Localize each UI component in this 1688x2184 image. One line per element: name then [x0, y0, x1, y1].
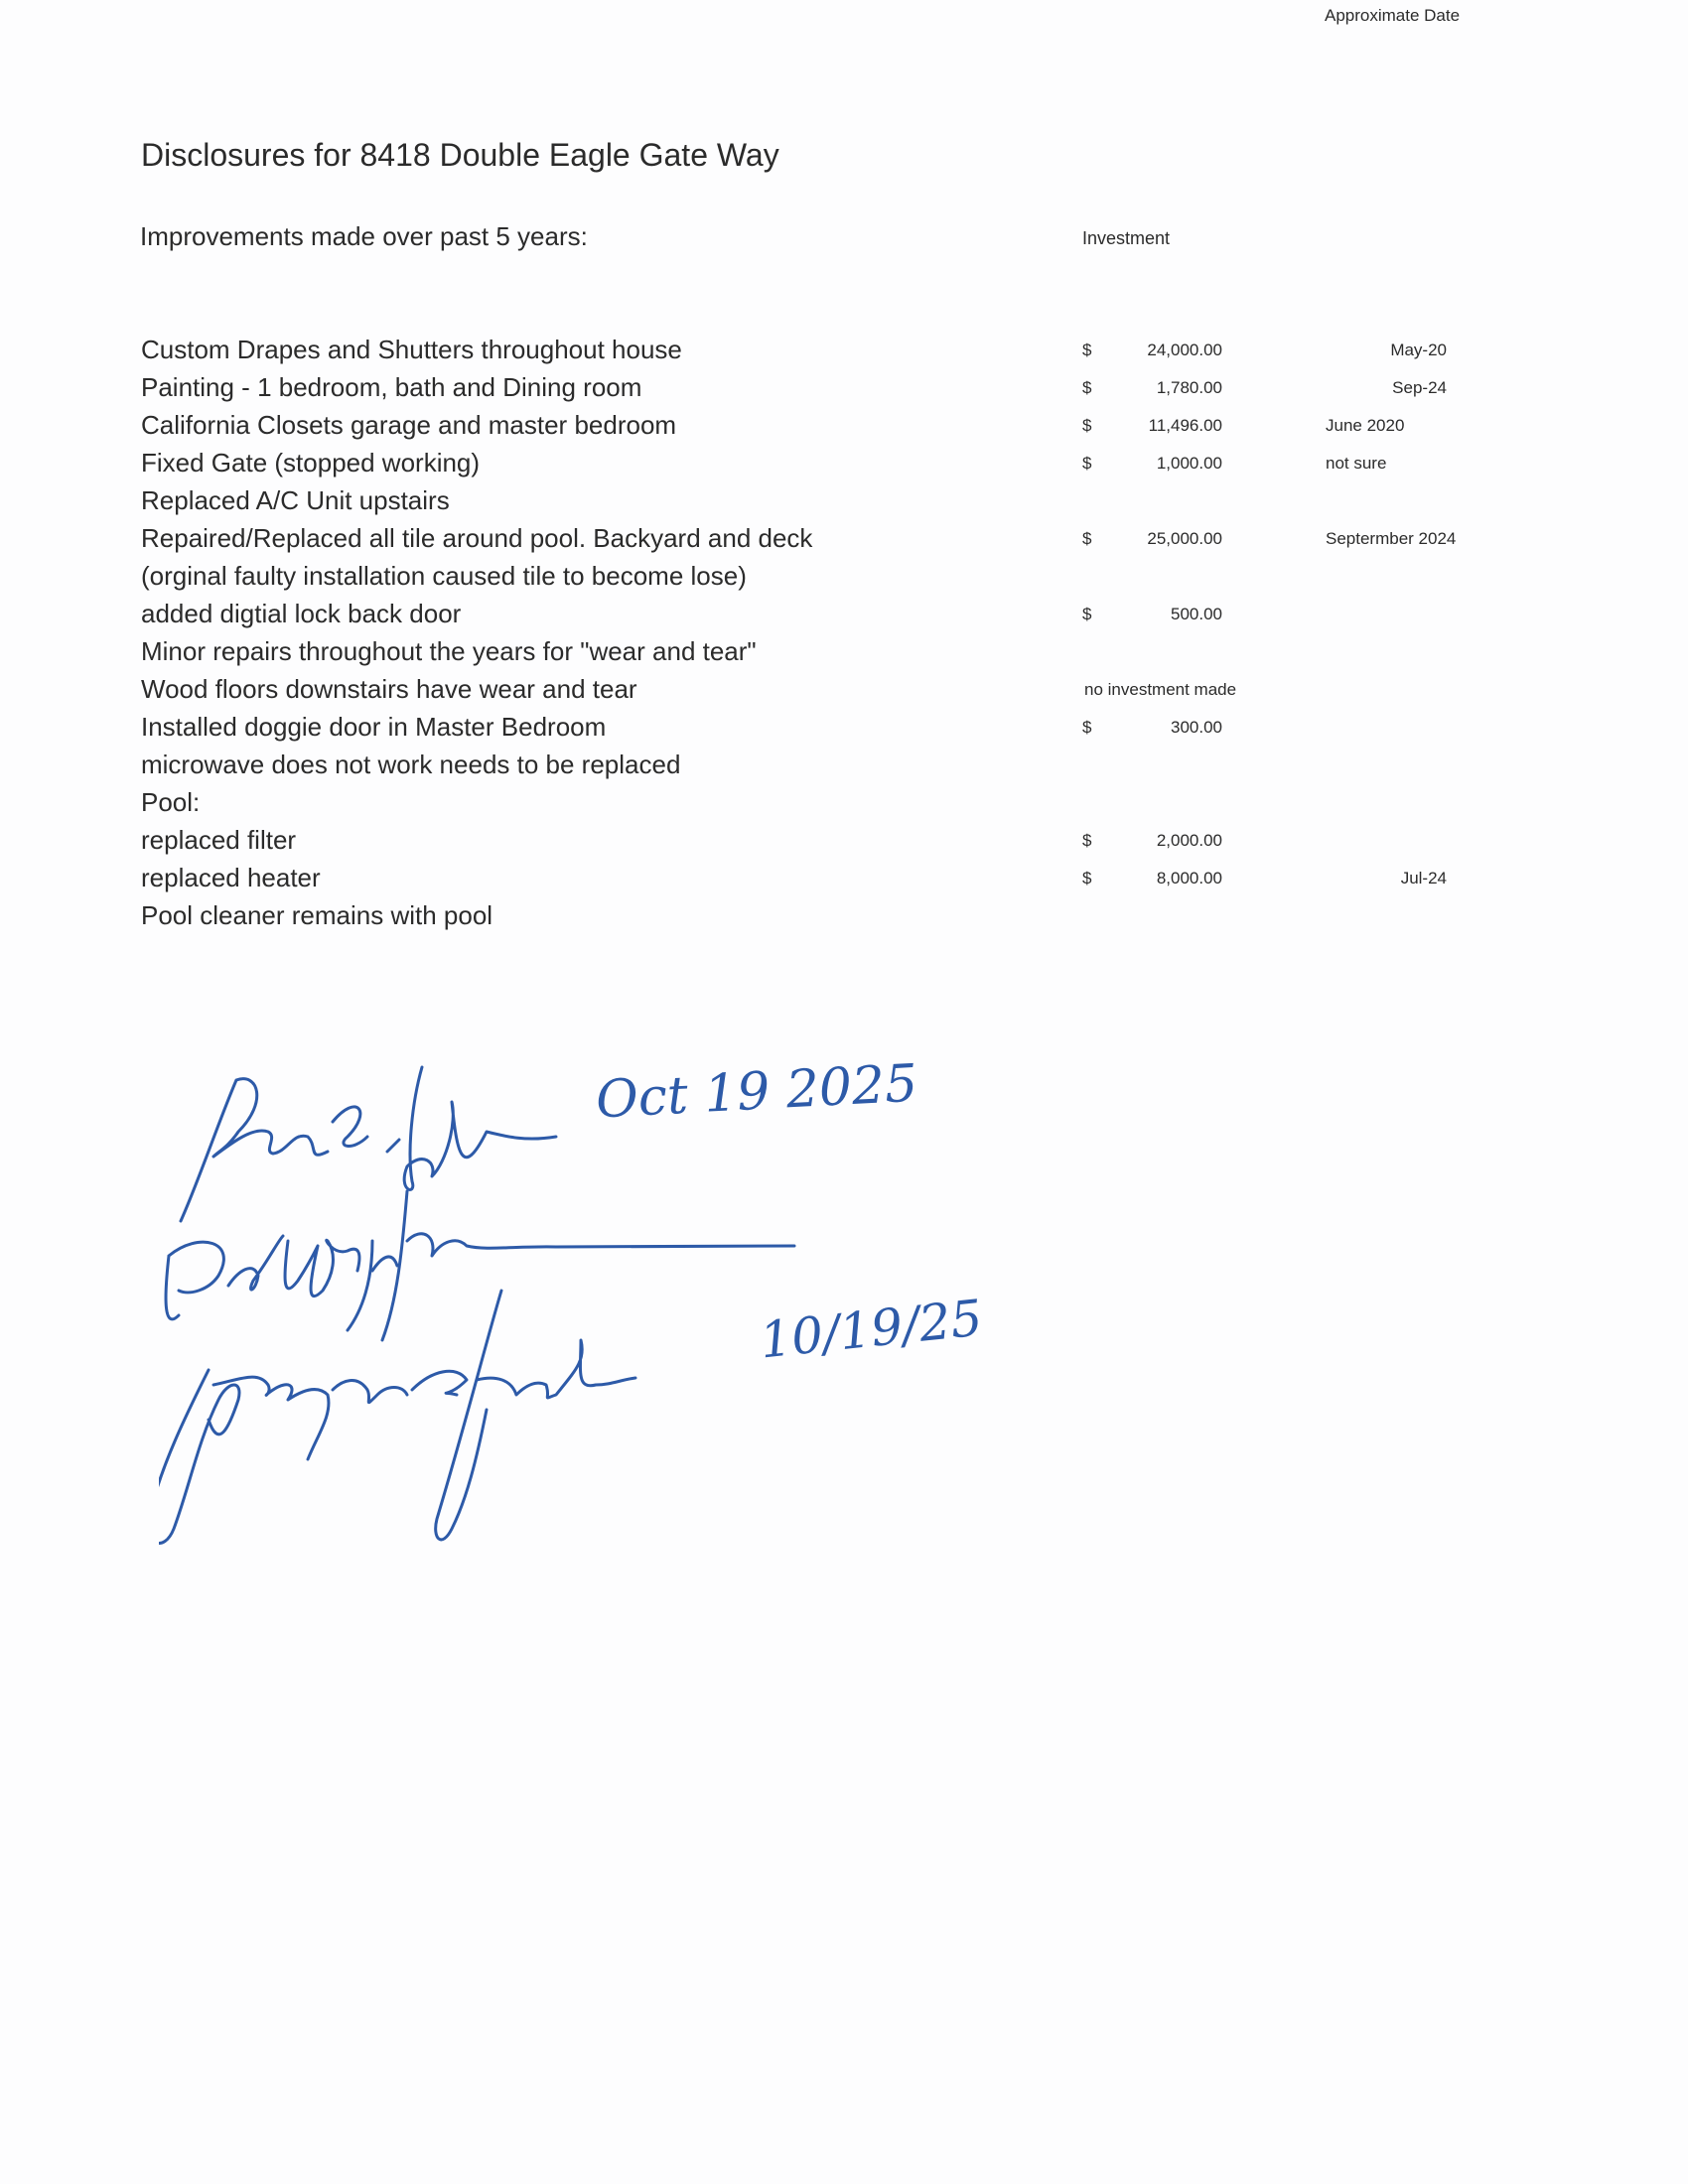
table-row — [0, 787, 1688, 825]
row-description: Repaired/Replaced all tile around pool. Backyard and deck — [141, 523, 813, 553]
improvements-heading: Improvements made over past 5 years: — [140, 221, 588, 251]
date-column-header: Approximate Date — [1325, 6, 1461, 25]
row-date: Septermber 2024 — [1326, 529, 1457, 548]
table-row — [0, 410, 1688, 448]
row-currency: $ — [1082, 718, 1092, 737]
row-description: Painting - 1 bedroom, bath and Dining room — [141, 372, 642, 402]
signature-date-1: Oct 19 2025 — [594, 1053, 919, 1131]
row-description: Custom Drapes and Shutters throughout house — [141, 335, 682, 364]
row-note: no investment made — [1084, 680, 1237, 699]
row-amount: 1,780.00 — [1156, 378, 1222, 397]
table-row — [0, 561, 1688, 599]
row-description: Replaced A/C Unit upstairs — [141, 485, 450, 515]
row-date: Jul-24 — [1400, 869, 1447, 887]
row-amount: 300.00 — [1171, 718, 1222, 737]
row-amount: 25,000.00 — [1147, 529, 1222, 548]
row-amount: 2,000.00 — [1156, 831, 1222, 850]
row-amount: 11,496.00 — [1148, 416, 1222, 435]
table-row — [0, 448, 1688, 485]
table-row — [0, 750, 1688, 787]
row-amount: 1,000.00 — [1156, 454, 1222, 473]
row-amount: 8,000.00 — [1156, 869, 1222, 887]
signature-1 — [181, 1067, 556, 1221]
table-row — [0, 335, 1688, 372]
table-row — [0, 863, 1688, 900]
row-currency: $ — [1082, 416, 1092, 435]
signature-2 — [166, 1191, 794, 1340]
row-currency: $ — [1082, 529, 1092, 548]
document-title: Disclosures for 8418 Double Eagle Gate Way — [141, 137, 779, 173]
row-description: Installed doggie door in Master Bedroom — [141, 712, 607, 742]
row-date: June 2020 — [1326, 416, 1405, 435]
row-currency: $ — [1082, 831, 1092, 850]
table-row — [0, 825, 1688, 863]
row-description: California Closets garage and master bedroom — [141, 410, 677, 440]
row-description: replaced filter — [141, 825, 297, 855]
row-currency: $ — [1082, 378, 1092, 397]
table-row — [0, 674, 1688, 712]
table-row — [0, 523, 1688, 561]
row-description: (orginal faulty installation caused tile to become lose) — [141, 561, 747, 591]
table-row — [0, 712, 1688, 750]
table-row — [0, 372, 1688, 410]
row-description: added digtial lock back door — [141, 599, 462, 628]
row-description: Fixed Gate (stopped working) — [141, 448, 481, 478]
signature-block — [159, 1042, 1013, 1559]
row-currency: $ — [1082, 454, 1092, 473]
row-currency: $ — [1082, 869, 1092, 887]
row-description: Pool: — [141, 787, 201, 817]
row-date: Sep-24 — [1392, 378, 1447, 397]
row-date: not sure — [1326, 454, 1387, 473]
row-date: May-20 — [1390, 341, 1447, 359]
row-description: replaced heater — [141, 863, 321, 892]
row-description: Minor repairs throughout the years for "wear and tear" — [141, 636, 757, 666]
investment-column-header: Investment — [1082, 228, 1171, 248]
signature-3 — [159, 1291, 635, 1543]
row-amount: 500.00 — [1171, 605, 1222, 623]
row-amount: 24,000.00 — [1147, 341, 1222, 359]
signature-date-2: 10/19/25 — [757, 1289, 985, 1370]
table-row — [0, 900, 1688, 938]
row-currency: $ — [1082, 341, 1092, 359]
row-description: Wood floors downstairs have wear and tear — [141, 674, 637, 704]
table-row — [0, 485, 1688, 523]
row-description: Pool cleaner remains with pool — [141, 900, 493, 930]
row-currency: $ — [1082, 605, 1092, 623]
table-row — [0, 599, 1688, 636]
table-row — [0, 636, 1688, 674]
row-description: microwave does not work needs to be replaced — [141, 750, 681, 779]
